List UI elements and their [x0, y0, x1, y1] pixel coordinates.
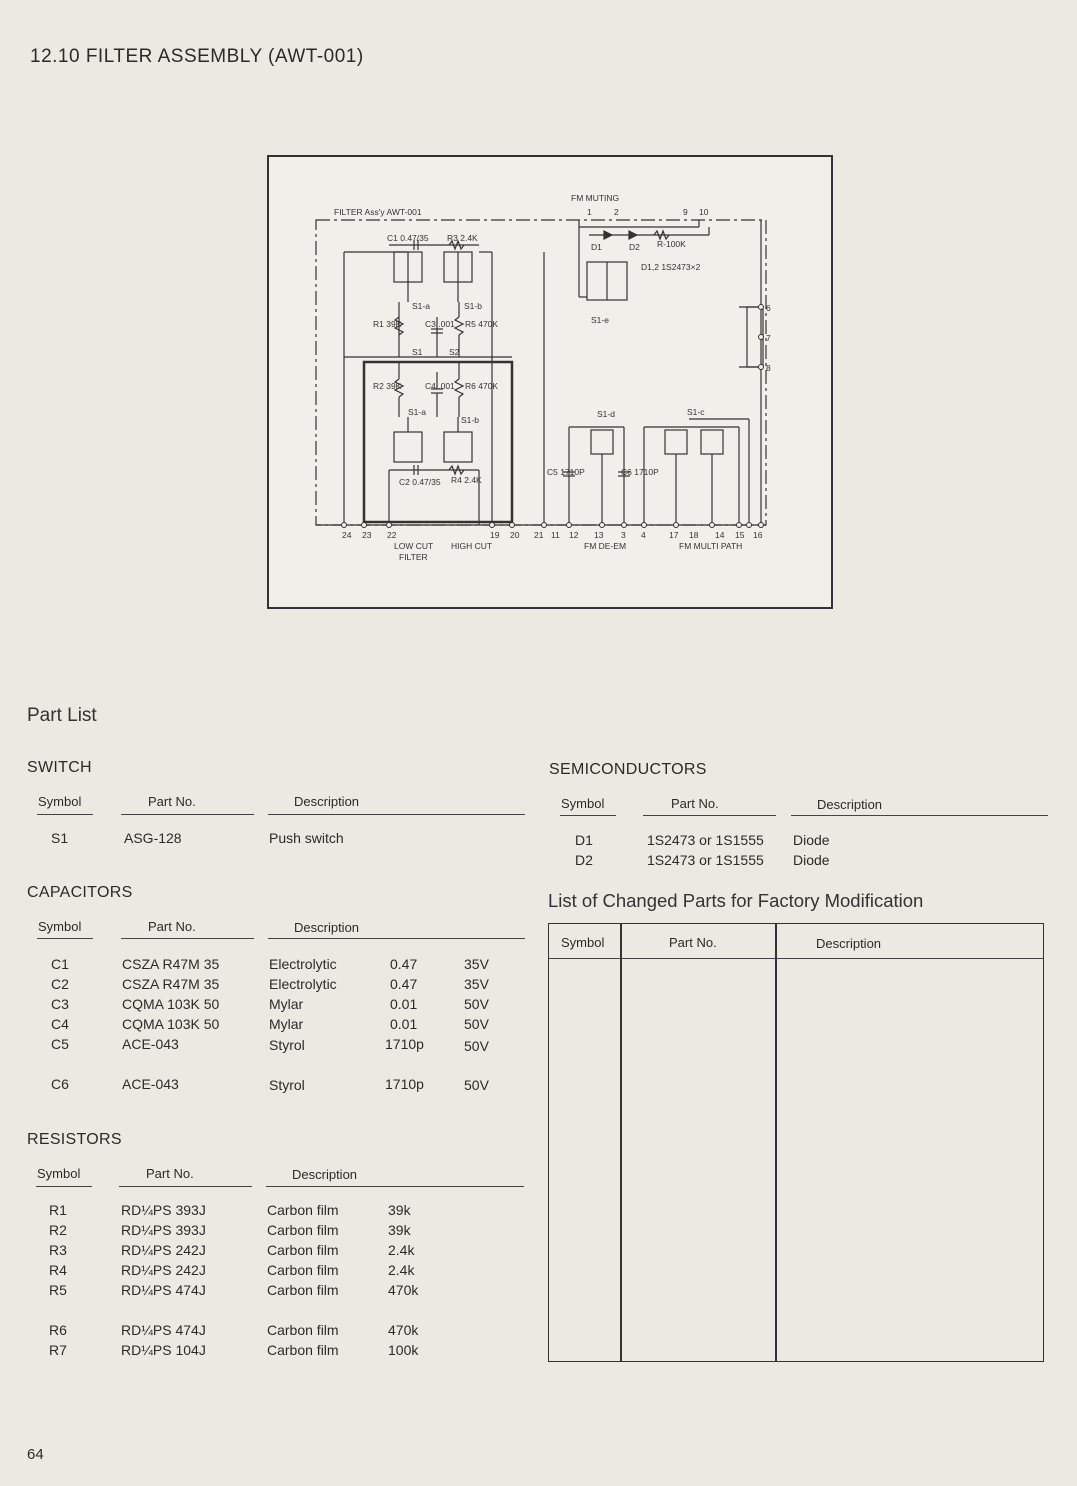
- svg-text:HIGH CUT: HIGH CUT: [451, 541, 493, 551]
- svg-text:C4 .001: C4 .001: [425, 381, 455, 391]
- changed-header-description: Description: [816, 936, 882, 951]
- page-title: 12.10 FILTER ASSEMBLY (AWT-001): [30, 46, 364, 67]
- svg-text:R3 2.4K: R3 2.4K: [447, 233, 478, 243]
- svg-text:R6 470K: R6 470K: [465, 381, 499, 391]
- svg-text:18: 18: [689, 530, 699, 540]
- capacitors-heading: CAPACITORS: [27, 884, 133, 901]
- changed-parts-heading: List of Changed Parts for Factory Modification: [548, 890, 924, 911]
- svg-text:R-100K: R-100K: [657, 239, 686, 249]
- svg-text:12: 12: [569, 530, 579, 540]
- schem-assy-label: FILTER Ass'y AWT-001: [334, 207, 422, 217]
- svg-text:4: 4: [641, 530, 646, 540]
- semi-header-description: Description: [817, 797, 883, 812]
- svg-text:14: 14: [715, 530, 725, 540]
- filter-schematic: [269, 157, 831, 607]
- switch-header-partno: Part No.: [148, 794, 196, 809]
- svg-text:15: 15: [735, 530, 745, 540]
- switch-row-partno: ASG-128: [124, 830, 182, 846]
- svg-text:S1: S1: [412, 347, 423, 357]
- svg-text:S1-a: S1-a: [408, 407, 426, 417]
- switch-header-symbol: Symbol: [38, 794, 82, 809]
- svg-text:24: 24: [342, 530, 352, 540]
- semiconductors-heading: SEMICONDUCTORS: [549, 761, 707, 778]
- svg-text:D1,2 1S2473×2: D1,2 1S2473×2: [641, 262, 701, 272]
- svg-text:10: 10: [699, 207, 709, 217]
- svg-text:C6 1710P: C6 1710P: [621, 467, 659, 477]
- svg-text:R4 2.4K: R4 2.4K: [451, 475, 482, 485]
- res-header-symbol: Symbol: [37, 1166, 81, 1181]
- svg-text:R2 39K: R2 39K: [373, 381, 402, 391]
- cap-header-partno: Part No.: [148, 919, 196, 934]
- svg-text:22: 22: [387, 530, 397, 540]
- res-header-partno: Part No.: [146, 1166, 194, 1181]
- svg-text:16: 16: [753, 530, 763, 540]
- svg-text:D1: D1: [591, 242, 602, 252]
- svg-text:FM MULTI PATH: FM MULTI PATH: [679, 541, 743, 551]
- svg-text:C5 1710P: C5 1710P: [547, 467, 585, 477]
- svg-text:23: 23: [362, 530, 372, 540]
- svg-text:1: 1: [587, 207, 592, 217]
- svg-text:FILTER: FILTER: [399, 552, 428, 562]
- changed-header-symbol: Symbol: [561, 935, 605, 950]
- svg-text:17: 17: [669, 530, 679, 540]
- changed-header-partno: Part No.: [669, 935, 717, 950]
- page-number: 64: [27, 1446, 44, 1463]
- svg-text:C2 0.47/35: C2 0.47/35: [399, 477, 441, 487]
- changed-parts-table: [548, 923, 1044, 1362]
- svg-text:FM DE-EM: FM DE-EM: [584, 541, 627, 551]
- svg-text:6: 6: [766, 303, 771, 313]
- svg-text:21: 21: [534, 530, 544, 540]
- svg-text:2: 2: [614, 207, 619, 217]
- svg-text:9: 9: [683, 207, 688, 217]
- svg-text:8: 8: [766, 363, 771, 373]
- svg-text:LOW CUT: LOW CUT: [394, 541, 434, 551]
- switch-heading: SWITCH: [27, 759, 92, 776]
- svg-text:R1 39K: R1 39K: [373, 319, 402, 329]
- part-list-heading: Part List: [27, 705, 97, 726]
- svg-text:13: 13: [594, 530, 604, 540]
- svg-text:C3 .001: C3 .001: [425, 319, 455, 329]
- schem-fm-muting: FM MUTING: [571, 193, 620, 203]
- svg-text:19: 19: [490, 530, 500, 540]
- svg-text:S1-a: S1-a: [412, 301, 430, 311]
- svg-text:S2: S2: [449, 347, 460, 357]
- schematic-diagram: [267, 155, 833, 609]
- svg-text:S1-e: S1-e: [591, 315, 609, 325]
- svg-text:11: 11: [551, 530, 560, 540]
- semi-header-symbol: Symbol: [561, 796, 605, 811]
- switch-row-description: Push switch: [269, 830, 344, 846]
- svg-text:20: 20: [510, 530, 520, 540]
- switch-header-description: Description: [294, 794, 360, 809]
- res-header-description: Description: [292, 1167, 358, 1182]
- cap-header-symbol: Symbol: [38, 919, 82, 934]
- svg-text:3: 3: [621, 530, 626, 540]
- cap-header-description: Description: [294, 920, 360, 935]
- switch-row-symbol: S1: [51, 830, 69, 846]
- svg-text:D2: D2: [629, 242, 640, 252]
- svg-text:C1 0.47/35: C1 0.47/35: [387, 233, 429, 243]
- svg-text:S1-b: S1-b: [464, 301, 482, 311]
- svg-text:S1-d: S1-d: [597, 409, 615, 419]
- svg-text:S1-c: S1-c: [687, 407, 705, 417]
- svg-text:R5 470K: R5 470K: [465, 319, 499, 329]
- svg-text:7: 7: [766, 333, 771, 343]
- resistors-heading: RESISTORS: [27, 1131, 122, 1148]
- svg-text:S1-b: S1-b: [461, 415, 479, 425]
- semi-header-partno: Part No.: [671, 796, 719, 811]
